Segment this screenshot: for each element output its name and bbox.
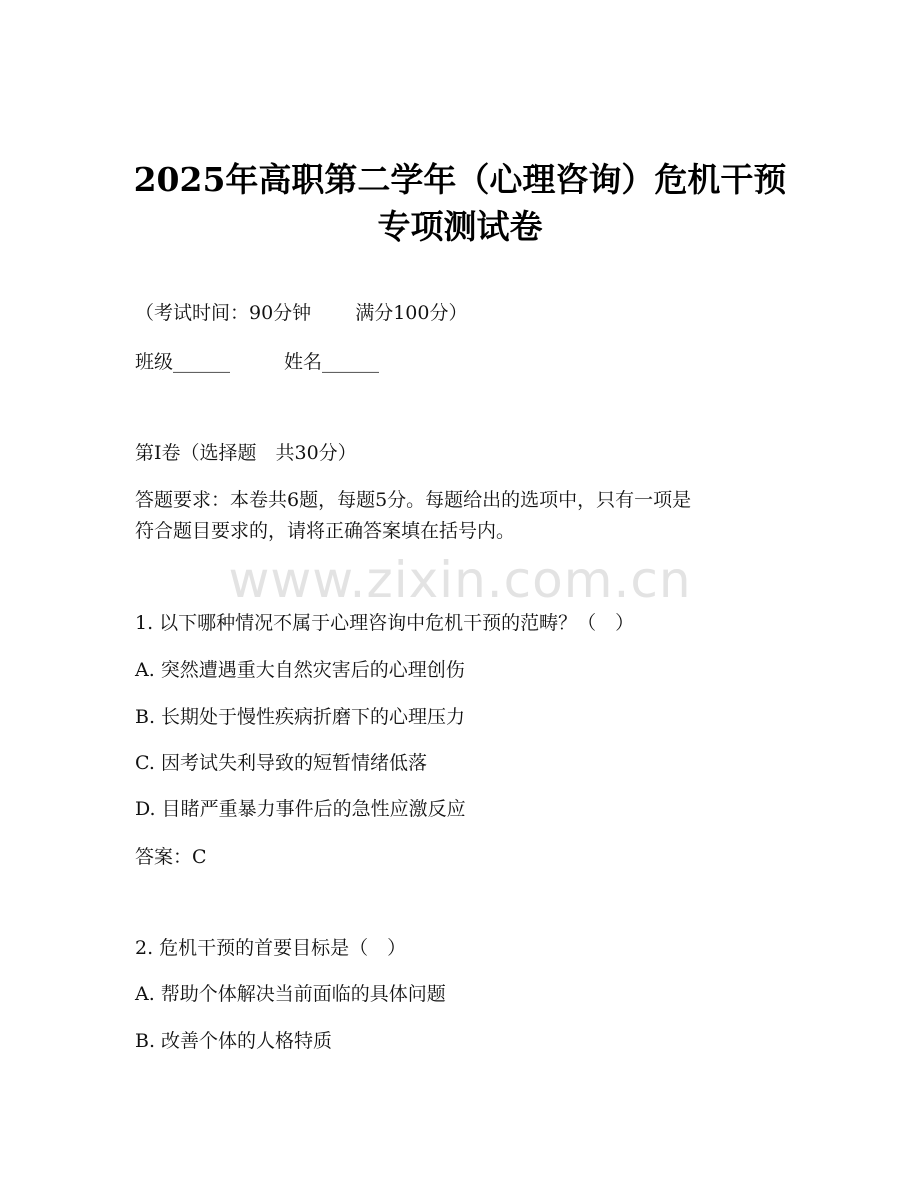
question-1-answer: 答案：C <box>135 846 207 868</box>
class-field: 班级______ <box>135 351 231 373</box>
question-1-option-d: D. 目睹严重暴力事件后的急性应激反应 <box>135 798 466 820</box>
watermark: www.zixin.com.cn <box>228 551 692 609</box>
question-1-option-b: B. 长期处于慢性疾病折磨下的心理压力 <box>135 706 466 728</box>
question-1-stem: 1. 以下哪种情况不属于心理咨询中危机干预的范畴？（ ） <box>135 612 635 634</box>
exam-title-line-1: 2025年高职第二学年（心理咨询）危机干预 <box>133 160 787 199</box>
question-2-stem: 2. 危机干预的首要目标是（ ） <box>135 937 407 959</box>
name-field: 姓名______ <box>284 351 380 373</box>
instructions-line-1: 答题要求：本卷共6题，每题5分。每题给出的选项中，只有一项是 <box>135 489 692 511</box>
exam-title-line-2: 专项测试卷 <box>377 207 543 246</box>
exam-info <box>135 300 467 326</box>
student-info <box>135 349 379 375</box>
exam-time: （考试时间：90分钟 <box>135 302 312 324</box>
question-1-option-a: A. 突然遭遇重大自然灾害后的心理创伤 <box>135 659 465 681</box>
question-2-option-a: A. 帮助个体解决当前面临的具体问题 <box>135 983 446 1005</box>
question-1-option-c: C. 因考试失利导致的短暂情绪低落 <box>135 752 427 774</box>
instructions-line-2: 符合题目要求的，请将正确答案填在括号内。 <box>135 520 516 542</box>
full-score: 满分100分） <box>355 302 468 324</box>
question-2-option-b: B. 改善个体的人格特质 <box>135 1030 333 1052</box>
section-title: 第I卷（选择题 共30分） <box>135 442 357 464</box>
